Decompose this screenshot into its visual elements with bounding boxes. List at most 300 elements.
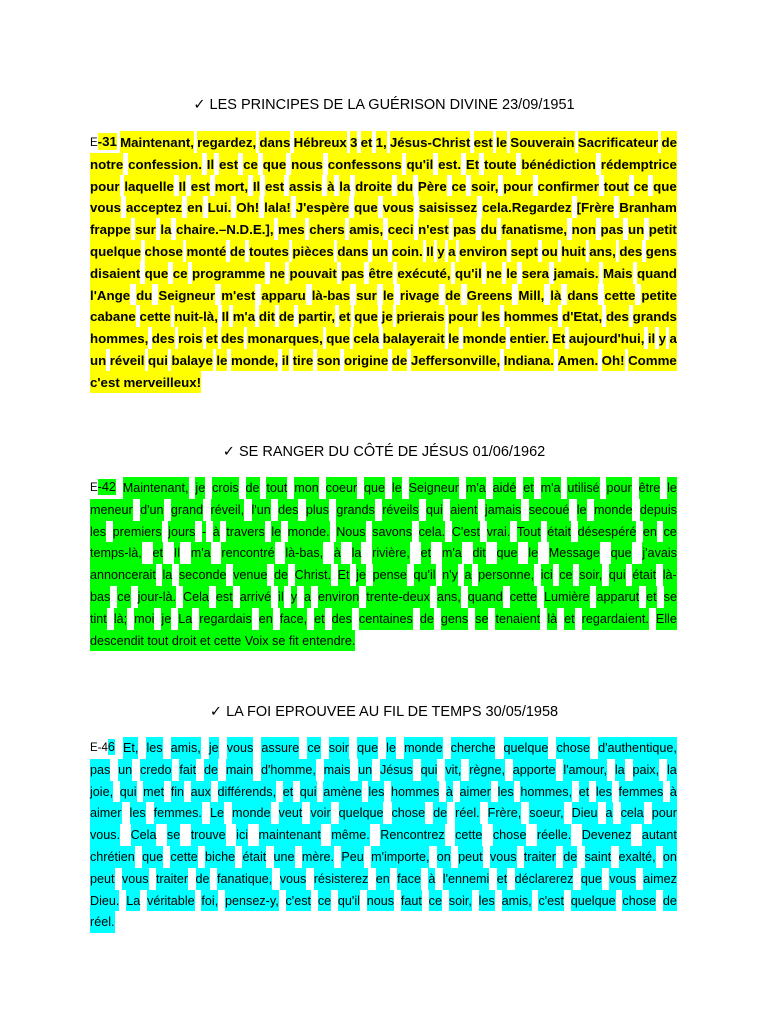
highlighted-word: cette (455, 824, 482, 846)
highlighted-word: 1, (376, 131, 387, 153)
highlighted-word: premiers (113, 521, 162, 543)
highlighted-word: Il (222, 305, 229, 327)
text-line (90, 131, 677, 153)
highlighted-word: chose (493, 824, 527, 846)
text-line (90, 911, 677, 933)
highlighted-word: monde (232, 802, 271, 824)
highlighted-word: on (663, 846, 677, 868)
highlighted-word: un (358, 759, 372, 781)
highlighted-word: 6 (107, 740, 115, 754)
section-heading-1: ✓ LES PRINCIPES DE LA GUÉRISON DIVINE 23/09/1951 (193, 97, 575, 113)
highlighted-word: lala! (264, 196, 291, 218)
highlighted-word: annoncerait (90, 564, 156, 586)
highlighted-word: les (368, 781, 384, 803)
highlighted-word: en (643, 521, 657, 543)
highlighted-word: des (619, 240, 642, 262)
highlighted-word: amène (323, 781, 362, 803)
highlighted-word: jours (168, 521, 195, 543)
highlighted-word: nous (291, 153, 323, 175)
highlighted-word: m'a (541, 477, 561, 499)
highlighted-word: dit (473, 542, 486, 564)
highlighted-word: gens (646, 240, 677, 262)
highlighted-word: biche (205, 846, 235, 868)
highlighted-word: moi (134, 608, 154, 630)
highlighted-word: chose (622, 890, 656, 912)
highlighted-word: que (354, 196, 378, 218)
highlighted-word: origine (344, 349, 388, 371)
highlighted-word: le (216, 349, 227, 371)
highlighted-word: Frère, (488, 802, 522, 824)
highlighted-word: Indiana. (504, 349, 554, 371)
highlighted-word: mort, (215, 175, 248, 197)
highlighted-word: main (226, 759, 253, 781)
highlighted-word: apporte (513, 759, 556, 781)
highlighted-word: Maintenant, (123, 477, 189, 499)
highlighted-word: hommes, (90, 327, 148, 349)
highlighted-word: ce (117, 586, 130, 608)
highlighted-word: dit (259, 305, 275, 327)
highlighted-word: chose (556, 737, 590, 759)
highlighted-word: est. (438, 153, 461, 175)
highlighted-word: réveil (110, 349, 145, 371)
highlighted-word: amis, (502, 890, 532, 912)
highlighted-word: - (202, 521, 206, 543)
highlighted-word: pas (453, 218, 476, 240)
highlighted-word: que (145, 262, 169, 284)
highlighted-word: les (146, 737, 162, 759)
highlighted-word: le (271, 521, 281, 543)
highlighted-word: depuis (640, 499, 677, 521)
highlighted-word: saint (585, 846, 612, 868)
highlighted-word: en (259, 608, 273, 630)
highlighted-word: environ (318, 586, 359, 608)
highlighted-word: ce (452, 175, 467, 197)
highlighted-word: confirmer (538, 175, 599, 197)
highlighted-word: les (130, 802, 146, 824)
highlighted-word: ce (559, 564, 572, 586)
highlighted-word: soir, (449, 890, 472, 912)
text-line (90, 564, 677, 586)
highlighted-word: assis (289, 175, 322, 197)
highlighted-word: Le (210, 802, 224, 824)
highlighted-word: savons (372, 521, 412, 543)
highlighted-word: fait (179, 759, 196, 781)
highlighted-word: des (606, 305, 629, 327)
highlighted-word: du (397, 175, 413, 197)
highlighted-word: arrivé (240, 586, 272, 608)
highlighted-word: amis, (171, 737, 201, 759)
text-line (90, 175, 677, 197)
highlighted-word: [Frère (577, 196, 615, 218)
highlighted-word: désespéré (578, 521, 637, 543)
highlighted-word: vous (122, 868, 149, 890)
highlighted-word: Il (207, 153, 214, 175)
highlighted-word: entier. (510, 327, 549, 349)
highlighted-word: la (160, 218, 171, 240)
text-line (90, 630, 677, 652)
highlighted-word: mon (294, 477, 319, 499)
highlighted-word: Rencontrez (380, 824, 444, 846)
highlighted-word: j'avais (642, 542, 677, 564)
highlighted-word: que (364, 477, 385, 499)
highlighted-word: un (628, 218, 644, 240)
highlighted-word: balayerait (383, 327, 445, 349)
highlighted-word: être (639, 477, 661, 499)
highlighted-word: paix, (633, 759, 660, 781)
highlighted-word: là; (114, 608, 127, 630)
highlighted-word: en (187, 196, 203, 218)
highlighted-word: a (464, 564, 471, 586)
highlighted-word: la (352, 542, 362, 564)
highlighted-word: qu'il (338, 890, 360, 912)
highlighted-word: huit (561, 240, 585, 262)
highlighted-word: véritable (147, 890, 195, 912)
highlighted-word: hommes, (520, 781, 572, 803)
highlighted-word: l'ennemi (443, 868, 490, 890)
highlighted-word: ceci (388, 218, 414, 240)
highlighted-word: face, (280, 608, 307, 630)
highlighted-word: y (659, 327, 666, 349)
highlighted-word: de (274, 564, 288, 586)
highlighted-word: que (581, 868, 602, 890)
text-line (90, 327, 677, 349)
highlighted-word: le (577, 499, 587, 521)
highlighted-word: l'amour, (563, 759, 607, 781)
highlighted-word: tire (293, 349, 314, 371)
highlighted-word: pour (652, 802, 677, 824)
highlighted-word: monde (404, 737, 443, 759)
highlighted-word: temps-là, (90, 542, 142, 564)
highlighted-word: d'homme, (261, 759, 316, 781)
highlighted-word: règne, (469, 759, 505, 781)
highlighted-word: vous (90, 196, 121, 218)
highlighted-word: amis, (349, 218, 383, 240)
highlighted-word: plus (306, 499, 329, 521)
highlighted-word: ce (243, 153, 258, 175)
highlighted-word: et (361, 131, 373, 153)
highlighted-word: grand (171, 499, 203, 521)
highlighted-word: soeur, (529, 802, 563, 824)
text-line (90, 608, 677, 630)
highlighted-word: Mill, (518, 284, 544, 306)
highlighted-word: disaient (90, 262, 140, 284)
highlighted-word: La (126, 890, 140, 912)
highlighted-word: a (669, 327, 676, 349)
highlighted-word: et (339, 305, 351, 327)
highlighted-word: programme (192, 262, 265, 284)
highlighted-word: et (153, 542, 164, 564)
highlighted-word: environ (459, 240, 507, 262)
highlighted-word: m'est (221, 284, 255, 306)
highlighted-word: vrai. (487, 521, 511, 543)
highlighted-word: meneur (90, 499, 133, 521)
highlighted-word: la (667, 759, 677, 781)
highlighted-word: voir (310, 802, 330, 824)
highlighted-word: quand (637, 262, 677, 284)
highlighted-word: là (547, 608, 557, 630)
highlighted-word: aimer (90, 802, 122, 824)
highlighted-word: ou (542, 240, 558, 262)
highlighted-word: y (291, 586, 297, 608)
highlighted-word: coin. (392, 240, 423, 262)
highlighted-word: venue (233, 564, 267, 586)
highlighted-word: pas (341, 262, 364, 284)
highlighted-word: de (230, 240, 246, 262)
highlighted-word: un (118, 759, 132, 781)
highlighted-word: une (274, 846, 295, 868)
highlighted-word: je (209, 737, 219, 759)
highlighted-word: peut (458, 846, 483, 868)
highlighted-word: dans (259, 131, 290, 153)
highlighted-word: faut (401, 890, 422, 912)
highlighted-word: à (213, 521, 220, 543)
highlighted-word: était (547, 521, 571, 543)
highlighted-word: foi, (201, 890, 218, 912)
highlighted-word: c'est merveilleux! (90, 371, 201, 393)
highlighted-word: là-bas, (285, 542, 323, 564)
highlighted-word: monde, (231, 349, 278, 371)
highlighted-word: ce (634, 175, 649, 197)
highlighted-word: que (326, 327, 350, 349)
highlighted-word: c'est (286, 890, 312, 912)
highlighted-word: tenaient (495, 608, 540, 630)
highlighted-word: Hébreux (294, 131, 347, 153)
highlighted-word: chaire.–N.D.E.], (176, 218, 274, 240)
highlighted-word: là- (663, 564, 677, 586)
highlighted-word: ans, (589, 240, 616, 262)
highlighted-word: ce (429, 890, 442, 912)
highlighted-word: Seigneur (158, 284, 215, 306)
text-line (90, 542, 677, 564)
highlighted-word: d'Etat, (562, 305, 602, 327)
text-line (90, 868, 677, 890)
quote-paragraph-2 (90, 477, 677, 651)
highlighted-word: Cela (131, 824, 157, 846)
highlighted-word: traiter (156, 868, 188, 890)
highlighted-word: d'un (140, 499, 163, 521)
highlighted-word: apparu (261, 284, 305, 306)
highlighted-word: à (334, 542, 341, 564)
highlighted-word: maintenant (259, 824, 321, 846)
highlighted-word: les (90, 521, 106, 543)
highlighted-word: ici (236, 824, 248, 846)
highlighted-word: qui (120, 781, 137, 803)
highlighted-word: regardaient. (582, 608, 649, 630)
highlighted-word: monté (186, 240, 226, 262)
highlighted-word: et (564, 608, 575, 630)
highlighted-word: m'a (233, 305, 255, 327)
highlighted-word: soir, (471, 175, 498, 197)
highlighted-word: nous (367, 890, 394, 912)
highlighted-word: chers (309, 218, 344, 240)
highlighted-word: qui (609, 564, 626, 586)
text-line (90, 802, 677, 824)
highlighted-word: vous (383, 196, 414, 218)
highlighted-word: se (664, 586, 677, 608)
highlighted-word: les (596, 781, 612, 803)
word (90, 477, 116, 499)
text-line (90, 218, 677, 240)
highlighted-word: ne (486, 262, 502, 284)
highlighted-word: qu'il (406, 153, 433, 175)
highlighted-word: Comme (628, 349, 677, 371)
highlighted-word: Jésus-Christ (390, 131, 471, 153)
highlighted-word: laquelle (124, 175, 174, 197)
highlighted-word: à (670, 781, 677, 803)
highlighted-word: il (648, 327, 655, 349)
highlighted-word: apparut (596, 586, 639, 608)
highlighted-word: Greens (467, 284, 513, 306)
highlighted-word: non (572, 218, 596, 240)
highlighted-word: Amen. (558, 349, 599, 371)
highlighted-word: et (523, 477, 534, 499)
highlighted-word: cette (510, 586, 537, 608)
highlighted-word: le (506, 262, 517, 284)
highlighted-word: à (428, 868, 435, 890)
highlighted-word: C'est (452, 521, 480, 543)
highlighted-word: cela (621, 802, 644, 824)
highlighted-word: vous (490, 846, 517, 868)
highlighted-word: pour (448, 305, 478, 327)
highlighted-word: exécuté, (397, 262, 450, 284)
highlighted-word: l'Ange (90, 284, 130, 306)
highlighted-word: le (392, 477, 402, 499)
highlighted-word: des (221, 327, 244, 349)
highlighted-word: Mais (603, 262, 633, 284)
highlighted-word: un (90, 349, 106, 371)
highlighted-word: joie, (90, 781, 113, 803)
highlighted-word: Elle (656, 608, 677, 630)
highlighted-word: toutes (249, 240, 289, 262)
highlighted-word: sur (135, 218, 156, 240)
highlighted-word: ce (173, 262, 188, 284)
highlighted-word: mes (278, 218, 305, 240)
highlighted-word: Sacrificateur (578, 131, 659, 153)
highlighted-word: monde (463, 327, 507, 349)
highlighted-word: un (372, 240, 388, 262)
highlighted-word: pouvait (289, 262, 336, 284)
highlighted-word: déclarerez (515, 868, 574, 890)
highlighted-word: le (448, 327, 459, 349)
text-line (90, 499, 677, 521)
highlighted-word: sera (522, 262, 549, 284)
highlighted-word: vous (609, 868, 636, 890)
highlighted-word: centaines (359, 608, 413, 630)
highlighted-word: descendit tout droit et cette Voix se fit entendre. (90, 630, 355, 652)
highlighted-word: fanatique, (217, 868, 272, 890)
highlighted-word: se (167, 824, 180, 846)
highlighted-word: quelque (571, 890, 616, 912)
highlighted-word: Lui. (208, 196, 232, 218)
highlighted-word: secoué (529, 499, 570, 521)
highlighted-word: soir (329, 737, 349, 759)
highlighted-word: réveil, (211, 499, 245, 521)
highlighted-word: est (219, 153, 238, 175)
highlighted-word: était (242, 846, 266, 868)
highlighted-word: J'espère (296, 196, 349, 218)
highlighted-word: que (611, 542, 632, 564)
highlighted-word: le (496, 131, 507, 153)
highlighted-word: face (397, 868, 421, 890)
highlighted-word: Il (253, 175, 260, 197)
highlighted-word: Et (552, 327, 565, 349)
highlighted-word: et (579, 781, 590, 803)
highlighted-word: du (481, 218, 497, 240)
reference-prefix: E-4 (90, 742, 108, 754)
highlighted-word: droite (355, 175, 392, 197)
highlighted-word: sur (356, 284, 377, 306)
highlighted-word: bas (90, 586, 110, 608)
highlighted-word: hommes (504, 305, 559, 327)
highlighted-word: réveils (382, 499, 418, 521)
highlighted-word: des (332, 608, 352, 630)
text-line (90, 521, 677, 543)
highlighted-word: peut (90, 868, 115, 890)
highlighted-word: on (437, 846, 451, 868)
highlighted-word: de (279, 305, 295, 327)
highlighted-word: trente-deux (366, 586, 430, 608)
highlighted-word: traiter (524, 846, 556, 868)
highlighted-word: dans (567, 284, 598, 306)
highlighted-word: je (382, 305, 393, 327)
highlighted-word: pas (90, 759, 110, 781)
highlighted-word: aidé (493, 477, 517, 499)
highlighted-word: coeur (326, 477, 358, 499)
highlighted-word: chose (145, 240, 183, 262)
highlighted-word: même. (331, 824, 370, 846)
highlighted-word: qu'il (414, 564, 436, 586)
highlighted-word: Oh! (602, 349, 625, 371)
highlighted-word: Et (466, 153, 479, 175)
highlighted-word: Nous (336, 521, 365, 543)
highlighted-word: n'y (442, 564, 458, 586)
highlighted-word: Branham (619, 196, 677, 218)
reference-prefix: E (90, 137, 98, 149)
highlighted-word: rédemptrice (601, 153, 677, 175)
highlighted-word: assure (261, 737, 299, 759)
highlighted-word: vous. (90, 824, 120, 846)
section-heading-3: ✓ LA FOI EPROUVEE AU FIL DE TEMPS 30/05/1958 (209, 704, 559, 720)
highlighted-word: monde. (288, 521, 330, 543)
highlighted-word: cette (170, 846, 197, 868)
highlighted-word: saisissez (419, 196, 477, 218)
highlighted-word: là-bas (312, 284, 350, 306)
highlighted-word: de (445, 284, 461, 306)
highlighted-word: mère. (302, 846, 334, 868)
highlighted-word: différends, (218, 781, 277, 803)
text-line (90, 196, 677, 218)
highlighted-word: Tout (517, 521, 541, 543)
highlighted-word: et (497, 868, 508, 890)
highlighted-word: a (448, 240, 455, 262)
highlighted-word: jamais. (554, 262, 599, 284)
highlighted-word: met (143, 781, 164, 803)
highlighted-word: petite (641, 284, 676, 306)
highlighted-word: Il (179, 175, 186, 197)
word (90, 737, 115, 759)
highlighted-word: la (615, 759, 625, 781)
highlighted-word: Christ. (295, 564, 331, 586)
highlighted-word: de (563, 846, 577, 868)
highlighted-word: monarques, (247, 327, 322, 349)
highlighted-word: regardez, (197, 131, 256, 153)
highlighted-word: je (356, 564, 366, 586)
highlighted-word: c'est (538, 890, 564, 912)
highlighted-word: tint (90, 608, 107, 630)
highlighted-word: Et (338, 564, 350, 586)
highlighted-word: utilisé (567, 477, 599, 499)
highlighted-word: et (314, 608, 325, 630)
